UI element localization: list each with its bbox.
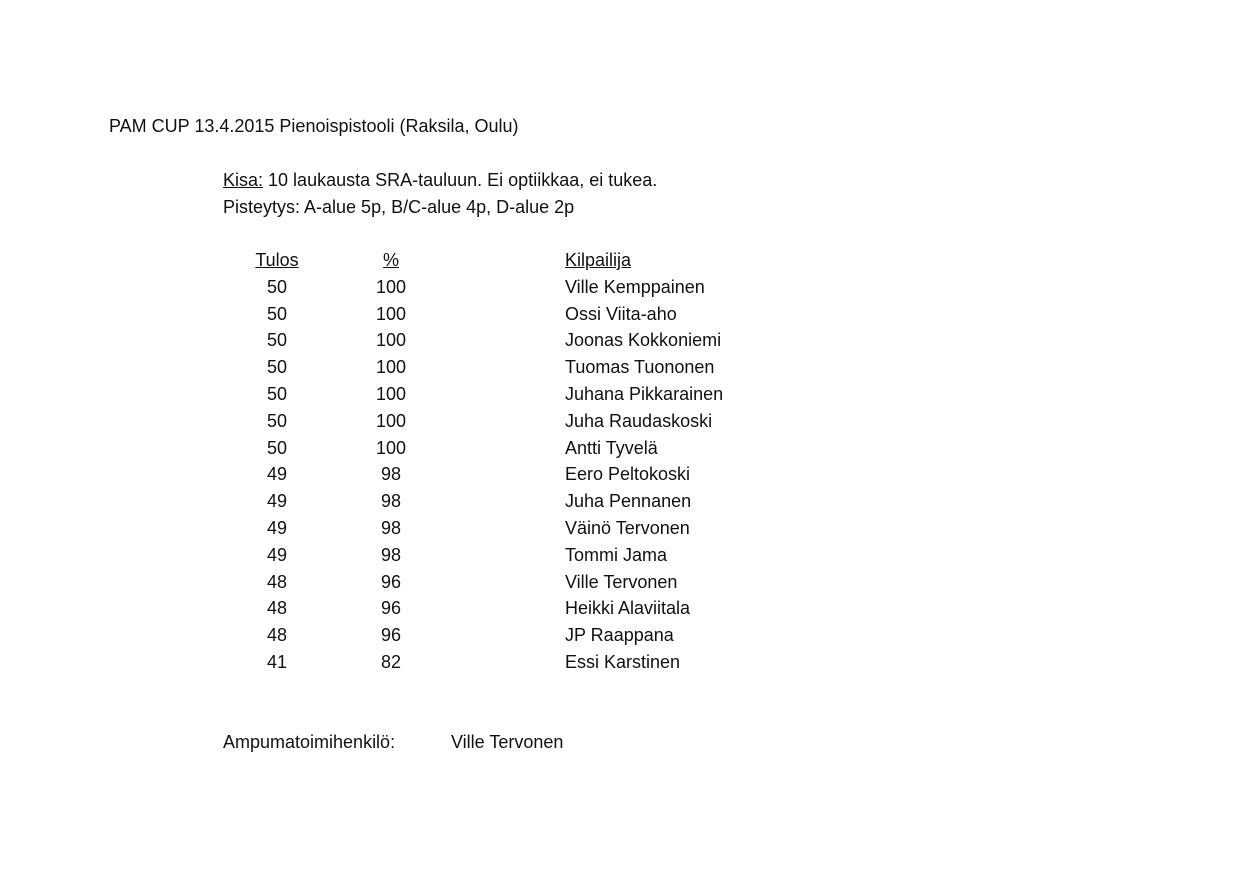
percent-cell: 96 [380, 571, 402, 592]
competitor-cell: Tommi Jama [565, 544, 668, 565]
score-cell: 50 [266, 410, 288, 431]
table-row [0, 490, 1240, 517]
score-cell: 49 [266, 464, 288, 485]
results-table [0, 249, 1240, 678]
competitor-cell: Antti Tyvelä [565, 437, 658, 458]
competitor-cell: Essi Karstinen [565, 651, 681, 672]
score-cell: 50 [266, 383, 288, 404]
score-cell: 50 [266, 357, 288, 378]
percent-cell: 96 [380, 598, 402, 619]
competitor-cell: Eero Peltokoski [565, 464, 691, 485]
percent-cell: 100 [375, 383, 407, 404]
percent-cell: 100 [375, 276, 407, 297]
percent-cell: 100 [375, 330, 407, 351]
score-cell: 50 [266, 303, 288, 324]
percent-cell: 100 [375, 410, 407, 431]
score-cell: 50 [266, 276, 288, 297]
competitor-cell: Väinö Tervonen [565, 517, 690, 538]
score-cell: 49 [266, 491, 288, 512]
competition-description [223, 169, 657, 191]
score-cell: 49 [266, 544, 288, 565]
table-row [0, 410, 1240, 437]
percent-cell: 98 [380, 544, 402, 565]
percent-cell: 100 [375, 437, 407, 458]
competitor-cell: JP Raappana [565, 625, 674, 646]
official-name: Ville Tervonen [451, 732, 564, 752]
scoring-description: Pisteytys: A-alue 5p, B/C-alue 4p, D-alue 2p [223, 197, 575, 217]
table-row [0, 597, 1240, 624]
official-label: Ampumatoimihenkilö: [223, 732, 396, 752]
competitor-cell: Juha Pennanen [565, 491, 692, 512]
percent-cell: 98 [380, 517, 402, 538]
competitor-cell: Ville Kemppainen [565, 276, 705, 297]
table-row [0, 624, 1240, 651]
competitor-cell: Juhana Pikkarainen [565, 383, 724, 404]
header-score: Tulos [255, 250, 299, 270]
score-cell: 48 [266, 625, 288, 646]
table-row [0, 463, 1240, 490]
table-row [0, 651, 1240, 678]
score-cell: 49 [266, 517, 288, 538]
competitor-cell: Heikki Alaviitala [565, 598, 691, 619]
score-cell: 41 [266, 651, 288, 672]
percent-cell: 100 [375, 357, 407, 378]
document-title: PAM CUP 13.4.2015 Pienoispistooli (Raksila, Oulu) [109, 116, 519, 136]
header-competitor: Kilpailija [565, 250, 632, 270]
table-row [0, 329, 1240, 356]
kisa-text: 10 laukausta SRA-tauluun. Ei optiikkaa, ei tukea. [263, 170, 658, 190]
results-header-row [0, 249, 1240, 276]
competitor-cell: Joonas Kokkoniemi [565, 330, 722, 351]
kisa-label: Kisa: [223, 170, 264, 190]
table-row [0, 517, 1240, 544]
table-row [0, 303, 1240, 330]
percent-cell: 98 [380, 464, 402, 485]
competitor-cell: Ossi Viita-aho [565, 303, 677, 324]
table-row [0, 383, 1240, 410]
table-row [0, 276, 1240, 303]
score-cell: 50 [266, 330, 288, 351]
header-percent: % [382, 250, 399, 270]
score-cell: 48 [266, 571, 288, 592]
percent-cell: 100 [375, 303, 407, 324]
percent-cell: 82 [380, 651, 402, 672]
table-row [0, 437, 1240, 464]
competitor-cell: Tuomas Tuononen [565, 357, 715, 378]
competitor-cell: Ville Tervonen [565, 571, 678, 592]
percent-cell: 96 [380, 625, 402, 646]
table-row [0, 571, 1240, 598]
competitor-cell: Juha Raudaskoski [565, 410, 713, 431]
score-cell: 50 [266, 437, 288, 458]
table-row [0, 356, 1240, 383]
score-cell: 48 [266, 598, 288, 619]
percent-cell: 98 [380, 491, 402, 512]
table-row [0, 544, 1240, 571]
